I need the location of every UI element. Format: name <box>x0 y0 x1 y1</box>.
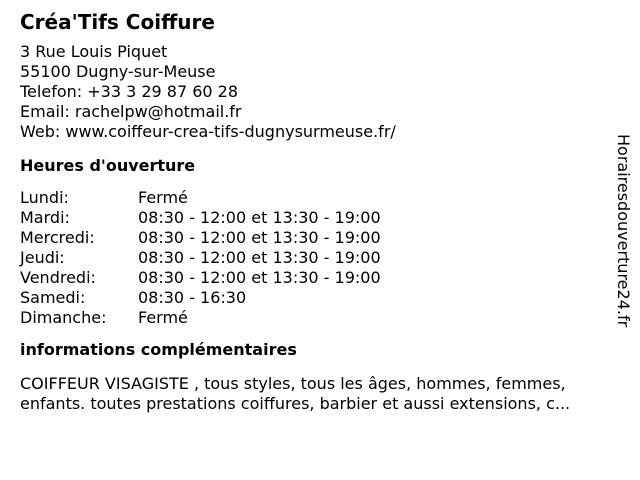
hours-day: Dimanche: <box>20 308 107 327</box>
hours-row-samedi <box>20 288 620 308</box>
business-card <box>20 8 620 414</box>
hours-row-lundi <box>20 188 620 208</box>
address-block <box>20 42 620 142</box>
hours-day: Vendredi: <box>20 268 96 287</box>
address-city: 55100 Dugny-sur-Meuse <box>20 62 216 81</box>
hours-day: Lundi: <box>20 188 69 207</box>
hours-time: 08:30 - 12:00 et 13:30 - 19:00 <box>138 268 381 287</box>
hours-row-mercredi <box>20 228 620 248</box>
hours-time: 08:30 - 12:00 et 13:30 - 19:00 <box>138 248 381 267</box>
web-line: Web: www.coiffeur-crea-tifs-dugnysurmeuse.fr/ <box>20 122 396 141</box>
hours-day: Mardi: <box>20 208 70 227</box>
phone-line: Telefon: +33 3 29 87 60 28 <box>20 82 239 101</box>
email-line: Email: rachelpw@hotmail.fr <box>20 102 242 121</box>
additional-info-text: COIFFEUR VISAGISTE , tous styles, tous les âges, hommes, femmes, enfants. toutes prestations coiffures, barbier et aussi extensions, c... <box>20 374 571 413</box>
address-street: 3 Rue Louis Piquet <box>20 42 168 61</box>
hours-row-mardi <box>20 208 620 228</box>
hours-row-jeudi <box>20 248 620 268</box>
hours-time: 08:30 - 12:00 et 13:30 - 19:00 <box>138 228 381 247</box>
business-name: Créa'Tifs Coiffure <box>20 10 215 34</box>
watermark-text: Horairesdouverture24.fr <box>614 134 633 328</box>
hours-time: 08:30 - 12:00 et 13:30 - 19:00 <box>138 208 381 227</box>
additional-info-heading: informations complémentaires <box>20 340 297 359</box>
hours-day: Jeudi: <box>20 248 65 267</box>
hours-time: Fermé <box>138 188 188 207</box>
hours-day: Mercredi: <box>20 228 95 247</box>
opening-hours-table <box>20 188 620 328</box>
hours-time: Fermé <box>138 308 188 327</box>
hours-row-dimanche <box>20 308 620 328</box>
hours-time: 08:30 - 16:30 <box>138 288 247 307</box>
hours-day: Samedi: <box>20 288 86 307</box>
opening-hours-heading: Heures d'ouverture <box>20 156 196 175</box>
hours-row-vendredi <box>20 268 620 288</box>
